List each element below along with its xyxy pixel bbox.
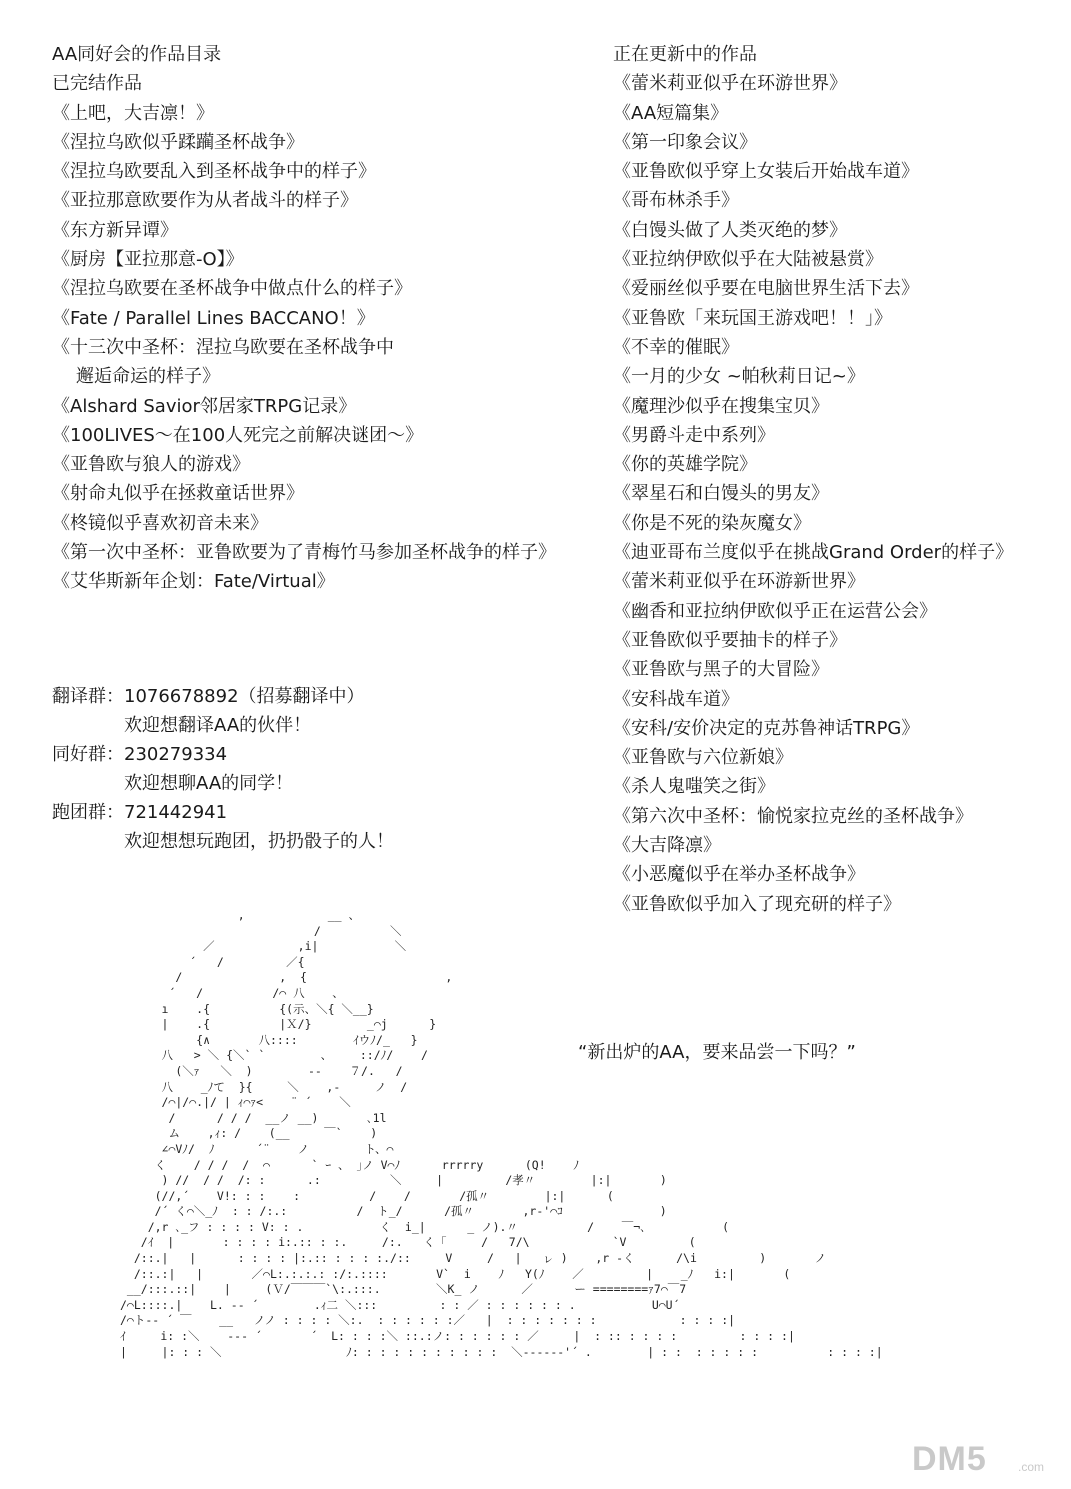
site-watermark <box>912 1440 1062 1480</box>
list-item: 《安科战车道》 <box>613 688 739 710</box>
completed-works-column <box>52 40 592 597</box>
completed-heading: 已完结作品 <box>52 73 142 95</box>
fan-group-label: 同好群： <box>52 744 124 765</box>
fan-group-note: 欢迎想聊AA的同学！ <box>124 773 294 794</box>
ongoing-works-column <box>613 40 1053 919</box>
list-item: 《杀人鬼嗤笑之街》 <box>613 776 775 798</box>
list-item: 《一月的少女 ~帕秋莉日记~》 <box>613 366 865 388</box>
list-item: 《第一次中圣杯：亚鲁欧要为了青梅竹马参加圣杯战争的样子》 <box>52 542 556 564</box>
ascii-art-text: , __ 、 / ＼ ／ ,i| ＼ ´ / ／{ / , { , ´ / /⌒ 八 、 ı .{ {(示、＼{ ＼__} | .{ |Ｘ/} _⌒j } {∧ 八:::: ｲウﾉ/_ } 八 > ＼ {＼` ` 、 ::/ﾉ/ / (＼ｧ ＼ ) ‐‐ ７/. / 八 _ﾉて }{ ＼ ,- ノ / /⌒|/⌒.|/ | ｨ⌒ｧ< ¨ ´ ＼ / / / / __ノ __) ､1l ム ,ｨ: / (__ ￣` ) ∠⌒Vﾉ/ ﾉ ´¨ ノ ト、⌒ く / / / / ⌒ ` ｰ 、 ｣ノ V⌒ﾉ rrrrry (Q! ﾉ ) // / / /: : .: ＼ | /孝〃 |:| ) (//,´ V!: : : : / / /孤〃 |:| ( /´ く⌒＼_ﾉ : : /:.: / ト_/ /孤〃 ,r‐'⌒ｺ ) /,r ､_フ : : : : V: : . く i_| _ ノ).〃 / ￣¬､ ( /ｲ | : : : : i:.:: : :. /:. く「 / 7/\ `V ( /::.| | : : : : |:.:: : : : :./:: V / | ㇾ ) ,r ‐く /\i ) ノ /::.:| | ／⌒L:.:.:.: :/:.:::: V` i ﾉ Y(ﾉ ／ | _ﾉ i:| ( __/:::.::| | (Ｖ/￣￣￣`\:.:::. ＼K_ ノ ／ ー ========ｧ7⌒￣7 /⌒L::::.| L. -‐ ´ .ｨ二 ＼::: : : ／ : : : : : : . U⌒U´ /⌒ト-‐ ´ ￣ __ ノノ : : : : ＼:. : : : : : :／ | : : : : : : : : : : :| ｲ i: :＼ ‐‐‐ ´ ´ L: : : :＼ ::.:ノ: : : : : : ／ | : :: : : : : : : : :| | |: : : ＼ ﾉ: : : : : : : : : : : ＼‐‐‐‐‐‐'´ . | : : : : : : : : : : :| <box>120 908 883 1359</box>
list-item: 《东方新异谭》 <box>52 219 178 241</box>
speech-quote: “新出炉的AA，要来品尝一下吗？” <box>578 1042 856 1063</box>
list-item: 《亚拉那意欧要作为从者战斗的样子》 <box>52 190 358 212</box>
list-item: 《白馒头做了人类灭绝的梦》 <box>613 219 847 241</box>
catalog-heading: AA同好会的作品目录 <box>52 44 222 65</box>
fan-group-row <box>52 740 572 769</box>
ongoing-heading: 正在更新中的作品 <box>613 44 757 65</box>
list-item: 《艾华斯新年企划：Fate/Virtual》 <box>52 571 335 593</box>
list-item: 《AA短篇集》 <box>613 102 729 124</box>
list-item: 《蕾米莉亚似乎在环游新世界》 <box>613 571 865 593</box>
run-group-row <box>52 798 572 827</box>
list-item: 《柊镜似乎喜欢初音未来》 <box>52 512 268 534</box>
list-item: 《涅拉乌欧要在圣杯战争中做点什么的样子》 <box>52 278 412 300</box>
list-item: 《不幸的催眠》 <box>613 336 739 358</box>
list-item: 《厨房【亚拉那意-O】》 <box>52 249 244 271</box>
list-item: 《涅拉乌欧要乱入到圣杯战争中的样子》 <box>52 161 376 183</box>
list-item: 《Fate / Parallel Lines BACCANO！》 <box>52 307 375 329</box>
list-item: 《大吉降凛》 <box>613 835 721 857</box>
list-item: 《Alshard Savior邻居家TRPG记录》 <box>52 395 357 417</box>
list-item: 《亚鲁欧似乎加入了现充研的样子》 <box>613 893 901 915</box>
translate-group-label: 翻译群： <box>52 686 124 707</box>
group-contacts <box>52 682 572 856</box>
list-item: 《魔理沙似乎在搜集宝贝》 <box>613 395 829 417</box>
run-group-number: 721442941 <box>124 802 228 823</box>
list-item: 《你是不死的染灰魔女》 <box>613 512 811 534</box>
list-item: 《迪亚哥布兰度似乎在挑战Grand Order的样子》 <box>613 542 1014 564</box>
list-item: 《亚鲁欧与狼人的游戏》 <box>52 454 250 476</box>
list-item-continuation: 邂逅命运的样子》 <box>76 366 220 388</box>
fan-group-number: 230279334 <box>124 744 228 765</box>
list-item: 《亚鲁欧与黑子的大冒险》 <box>613 659 829 681</box>
list-item: 《涅拉乌欧似乎蹂躏圣杯战争》 <box>52 131 304 153</box>
run-group-label: 跑团群： <box>52 802 124 823</box>
list-item: 《射命丸似乎在拯救童话世界》 <box>52 483 304 505</box>
list-item: 《你的英雄学院》 <box>613 454 757 476</box>
list-item: 《男爵斗走中系列》 <box>613 424 775 446</box>
list-item: 《第六次中圣杯：愉悦家拉克丝的圣杯战争》 <box>613 805 973 827</box>
list-item: 《上吧，大吉凛！》 <box>52 102 214 124</box>
list-item: 《安科/安价决定的克苏鲁神话TRPG》 <box>613 717 920 739</box>
watermark-logo: DM5 <box>912 1440 987 1478</box>
list-item: 《哥布林杀手》 <box>613 190 739 212</box>
list-item: 《十三次中圣杯：涅拉乌欧要在圣杯战争中 <box>52 336 394 358</box>
list-item: 《亚鲁欧与六位新娘》 <box>613 747 793 769</box>
list-item: 《亚鲁欧「来玩国王游戏吧！！」》 <box>613 307 892 329</box>
translate-group-row <box>52 682 572 711</box>
run-group-note: 欢迎想想玩跑团，扔扔骰子的人！ <box>124 831 394 852</box>
list-item: 《蕾米莉亚似乎在环游世界》 <box>613 73 847 95</box>
list-item: 《小恶魔似乎在举办圣杯战争》 <box>613 864 865 886</box>
ascii-art-illustration <box>120 908 883 1428</box>
list-item: 《亚拉纳伊欧似乎在大陆被悬赏》 <box>613 249 883 271</box>
translate-group-note: 欢迎想翻译AA的伙伴！ <box>124 715 312 736</box>
watermark-suffix: .com <box>1018 1460 1045 1474</box>
list-item: 《亚鲁欧似乎穿上女装后开始战车道》 <box>613 161 919 183</box>
list-item: 《第一印象会议》 <box>613 131 757 153</box>
list-item: 《爱丽丝似乎要在电脑世界生活下去》 <box>613 278 919 300</box>
list-item: 《亚鲁欧似乎要抽卡的样子》 <box>613 629 847 651</box>
list-item: 《翠星石和白馒头的男友》 <box>613 483 829 505</box>
list-item: 《幽香和亚拉纳伊欧似乎正在运营公会》 <box>613 600 937 622</box>
list-item: 《100LIVES～在100人死完之前解决谜团～》 <box>52 424 424 446</box>
translate-group-number: 1076678892（招募翻译中） <box>124 686 365 707</box>
